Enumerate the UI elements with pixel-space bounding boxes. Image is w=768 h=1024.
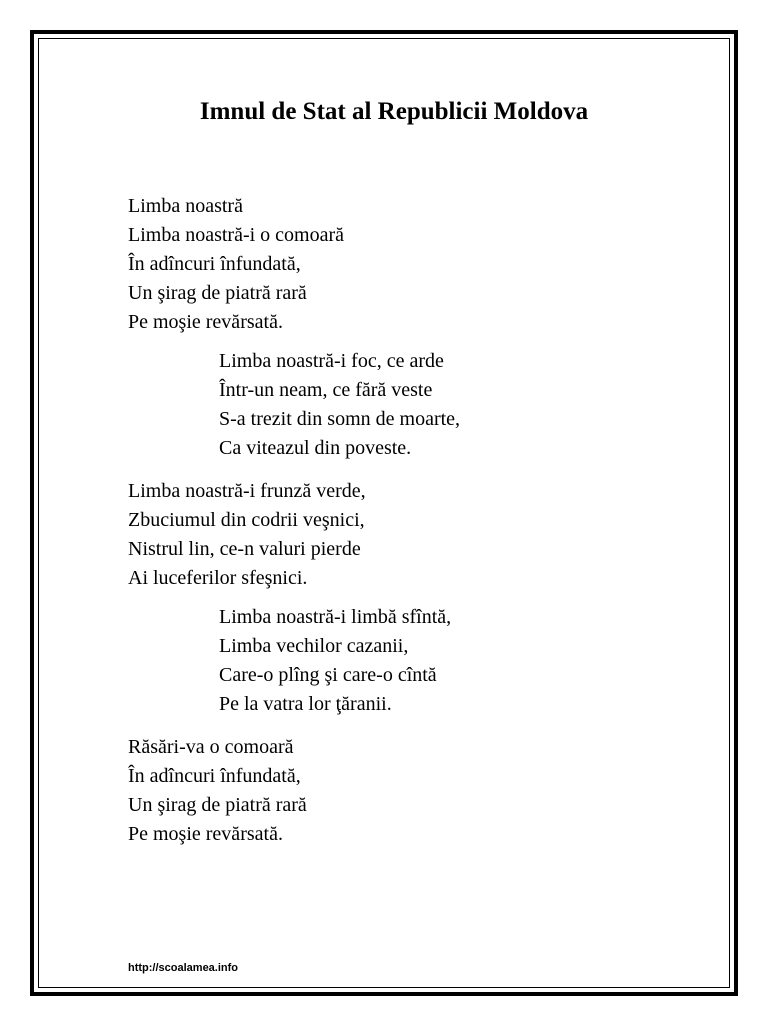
stanza-3 bbox=[128, 477, 366, 593]
stanza-line: Limba noastră-i frunză verde, bbox=[128, 480, 366, 502]
stanza-4 bbox=[219, 603, 451, 719]
stanza-line: Limba vechilor cazanii, bbox=[219, 635, 409, 657]
stanza-line: Un şirag de piatră rară bbox=[128, 282, 307, 304]
stanza-2 bbox=[219, 347, 460, 463]
stanza-line: Care-o plîng şi care-o cîntă bbox=[219, 664, 437, 686]
stanza-line: Zbuciumul din codrii veşnici, bbox=[128, 509, 365, 531]
stanza-line: Pe moşie revărsată. bbox=[128, 823, 283, 845]
stanza-line: Răsări-va o comoară bbox=[128, 736, 294, 758]
stanza-5 bbox=[128, 733, 307, 849]
stanza-line: Într-un neam, ce fără veste bbox=[219, 379, 433, 401]
stanza-line: Un şirag de piatră rară bbox=[128, 794, 307, 816]
stanza-line: Limba noastră-i foc, ce arde bbox=[219, 350, 444, 372]
stanza-1 bbox=[128, 192, 344, 337]
stanza-line: Limba noastră-i limbă sfîntă, bbox=[219, 606, 452, 628]
stanza-line: Nistrul lin, ce-n valuri pierde bbox=[128, 538, 361, 560]
stanza-line: În adîncuri înfundată, bbox=[128, 765, 301, 787]
stanza-line: Limba noastră bbox=[128, 195, 243, 217]
stanza-line: Ca viteazul din poveste. bbox=[219, 437, 412, 459]
stanza-line: Limba noastră-i o comoară bbox=[128, 224, 345, 246]
stanza-line: Pe la vatra lor ţăranii. bbox=[219, 693, 392, 715]
source-url[interactable]: http://scoalamea.info bbox=[128, 962, 239, 974]
stanza-line: Ai luceferilor sfeşnici. bbox=[128, 567, 308, 589]
stanza-line: S-a trezit din somn de moarte, bbox=[219, 408, 461, 430]
stanza-line: În adîncuri înfundată, bbox=[128, 253, 301, 275]
anthem-title: Imnul de Stat al Republicii Moldova bbox=[199, 98, 589, 125]
stanza-line: Pe moşie revărsată. bbox=[128, 311, 283, 333]
